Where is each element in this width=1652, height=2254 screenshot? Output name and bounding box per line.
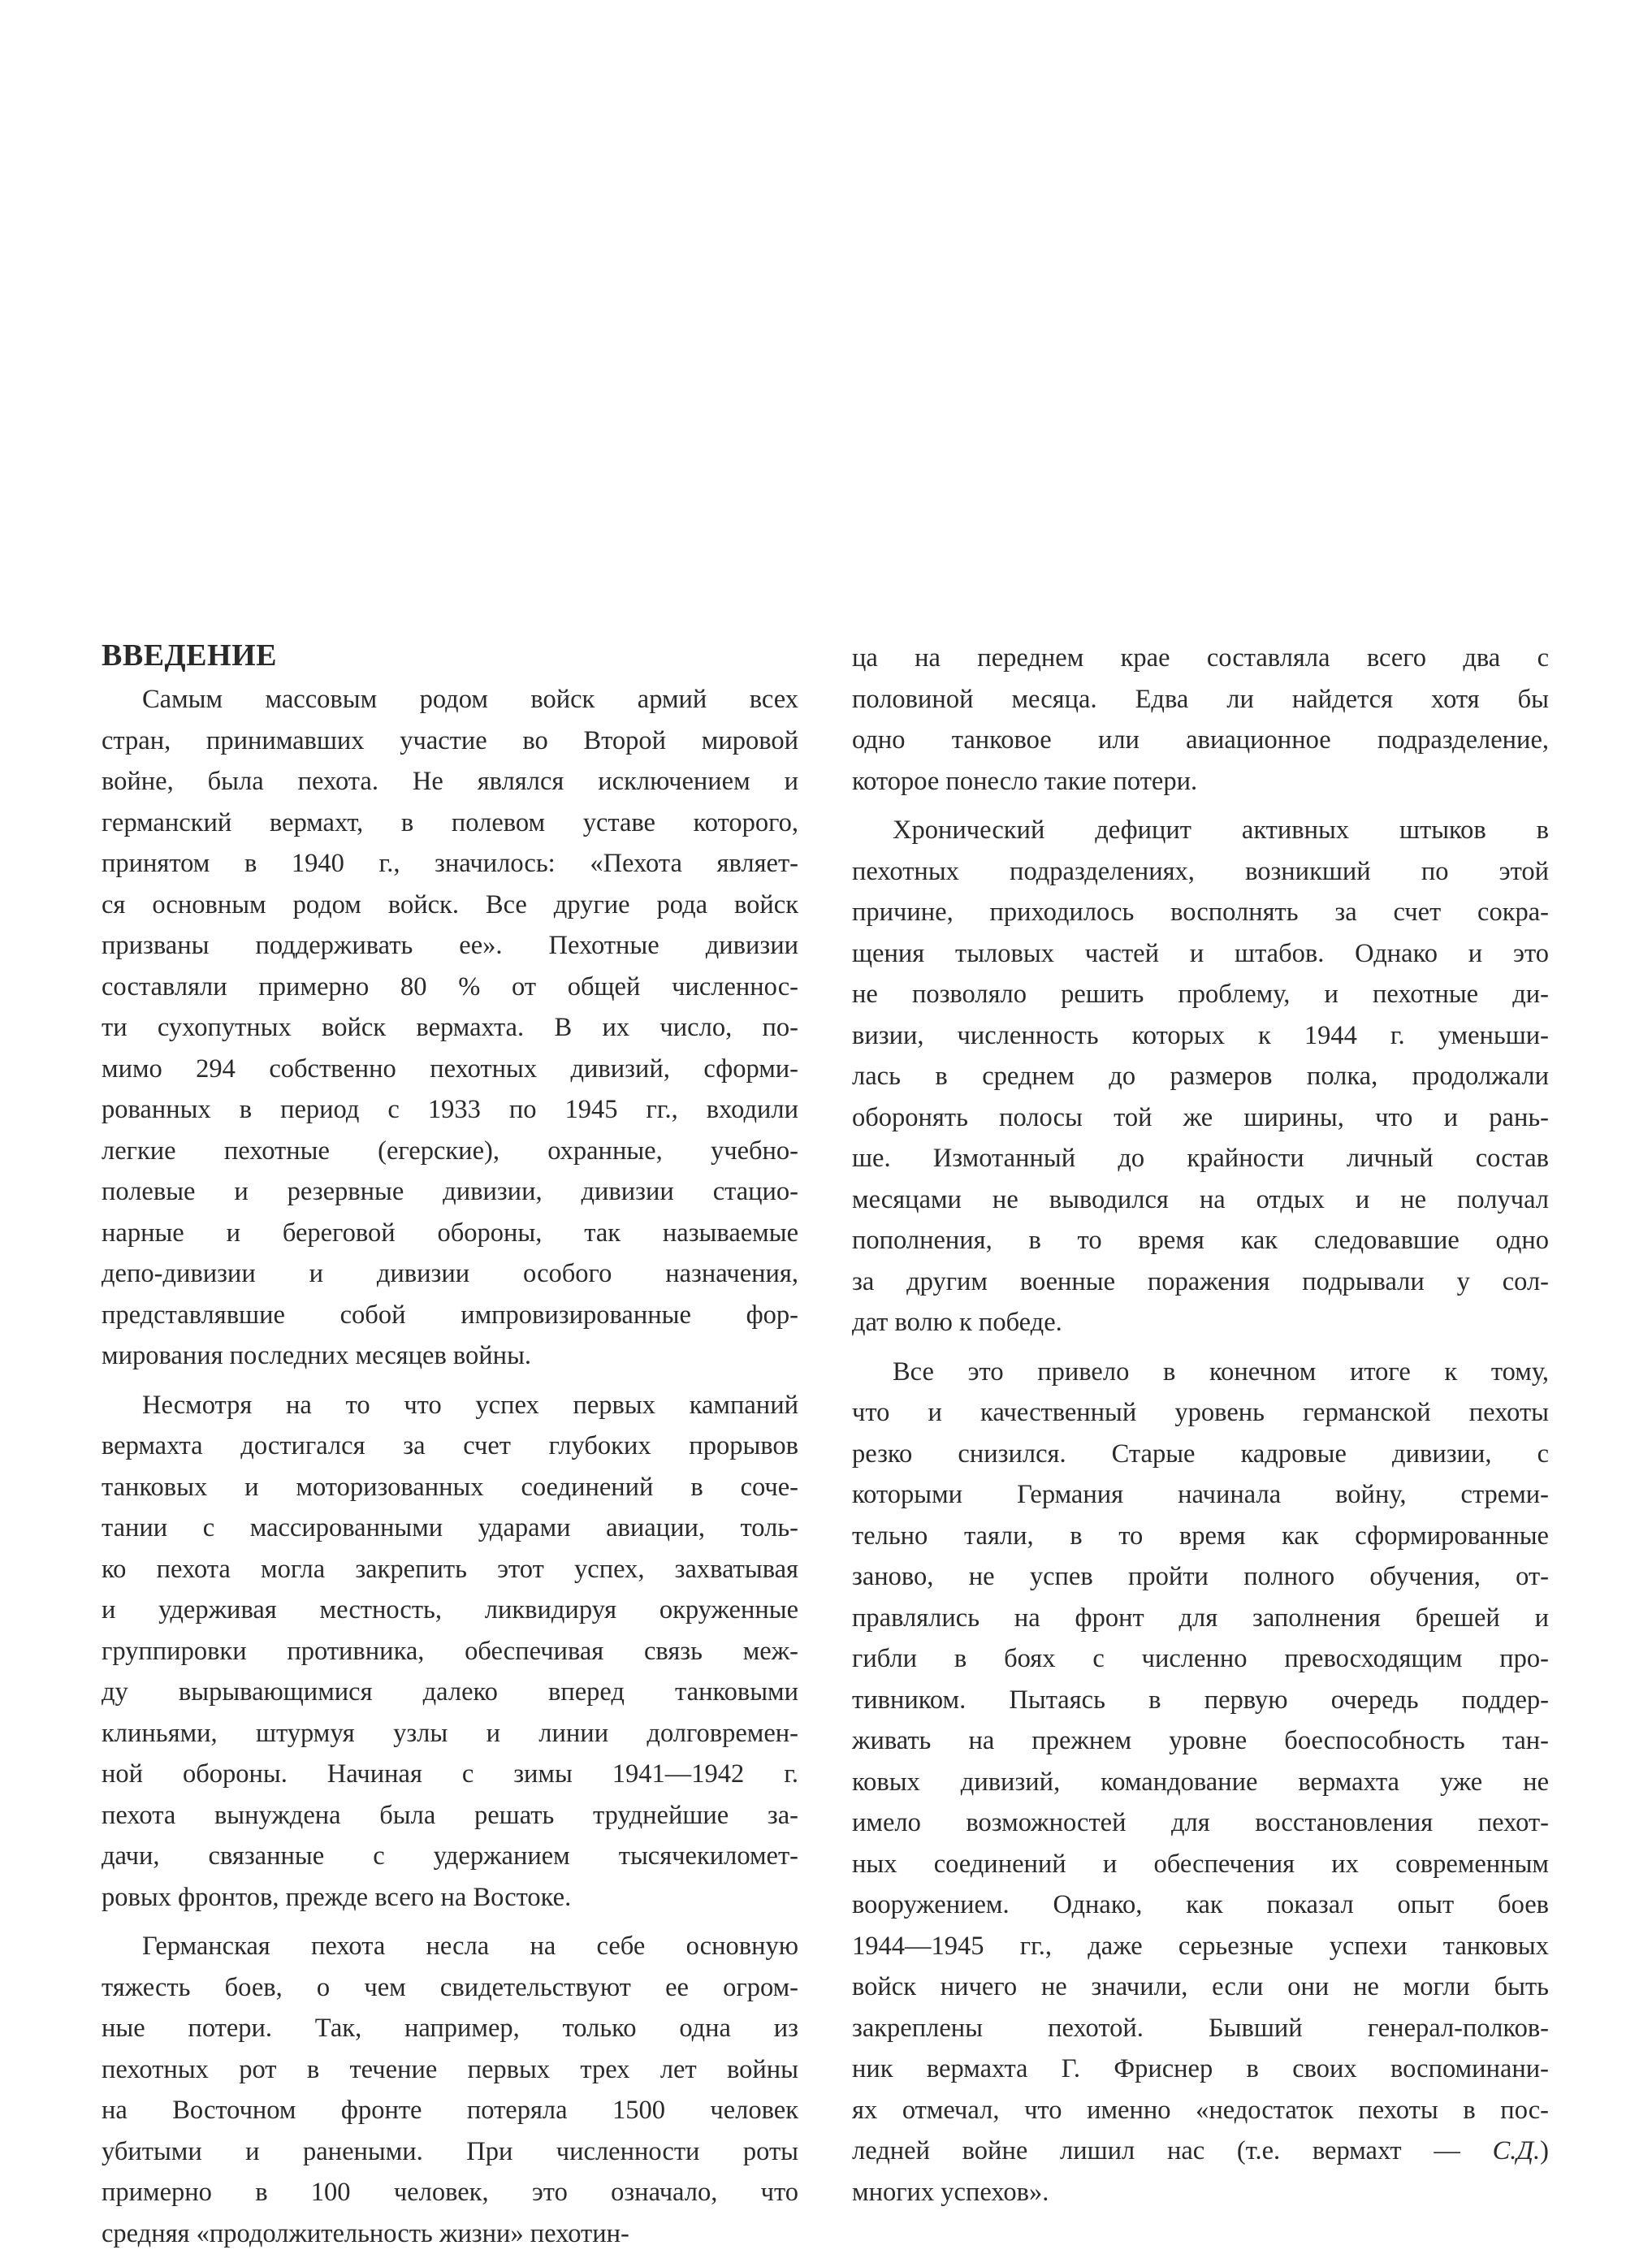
text-line: депо-дивизии и дивизии особого назначения,	[102, 1253, 798, 1295]
text-line: дат волю к победе.	[852, 1302, 1549, 1343]
text-line: клиньями, штурмуя узлы и линии долговремен-	[102, 1713, 798, 1754]
text-line: стран, принимавших участие во Второй мировой	[102, 720, 798, 762]
text-line: визии, численность которых к 1944 г. уменьши-	[852, 1015, 1549, 1057]
text-line: тании с массированными ударами авиации, толь-	[102, 1508, 798, 1549]
text-line: полевые и резервные дивизии, дивизии стацио-	[102, 1171, 798, 1213]
text-line: 1944—1945 гг., даже серьезные успехи танковых	[852, 1926, 1549, 1967]
text-line: закреплены пехотой. Бывший генерал-полков-	[852, 2008, 1549, 2049]
text-line: Хронический дефицит активных штыков в	[852, 810, 1549, 851]
text-line: призваны поддерживать ее». Пехотные дивизии	[102, 925, 798, 967]
text-line: ледней войне лишил нас (т.е. вермахт — С.Д.)	[852, 2131, 1549, 2172]
paragraph	[852, 638, 1549, 802]
text-line: тельно таяли, в то время как сформированные	[852, 1516, 1549, 1557]
text-line: многих успехов».	[852, 2172, 1549, 2213]
paragraph-gap	[852, 802, 1549, 810]
text-line: ся основным родом войск. Все другие рода войск	[102, 885, 798, 926]
text-line: правлялись на фронт для заполнения брешей и	[852, 1598, 1549, 1639]
text-line: тивником. Пытаясь в первую очередь поддер-	[852, 1680, 1549, 1721]
text-line: пополнения, в то время как следовавшие одно	[852, 1220, 1549, 1261]
text-line: войне, была пехота. Не являлся исключением и	[102, 761, 798, 803]
text-line: имело возможностей для восстановления пехот-	[852, 1802, 1549, 1844]
text-line: легкие пехотные (егерские), охранные, учебно-	[102, 1131, 798, 1172]
text-line: заново, не успев пройти полного обучения, от-	[852, 1556, 1549, 1598]
right-column	[852, 638, 1549, 2213]
text-line: ковых дивизий, командование вермахта уже не	[852, 1762, 1549, 1803]
text-line: которое понесло такие потери.	[852, 761, 1549, 803]
text-line: средняя «продолжительность жизни» пехотин-	[102, 2213, 798, 2254]
text-line: танковых и моторизованных соединений в соче-	[102, 1467, 798, 1508]
paragraph	[102, 1926, 798, 2254]
text-line: вооружением. Однако, как показал опыт боев	[852, 1884, 1549, 1926]
text-line: пехотных подразделениях, возникший по этой	[852, 851, 1549, 893]
text-line: на Восточном фронте потеряла 1500 человек	[102, 2090, 798, 2131]
text-line: причине, приходилось восполнять за счет сокра-	[852, 892, 1549, 933]
text-line: ти сухопутных войск вермахта. В их число, по-	[102, 1007, 798, 1049]
text-line: мимо 294 собственно пехотных дивизий, сформи-	[102, 1049, 798, 1090]
paragraph-gap	[102, 1918, 798, 1926]
text-line: убитыми и ранеными. При численности роты	[102, 2131, 798, 2173]
text-line: резко снизился. Старые кадровые дивизии, с	[852, 1434, 1549, 1475]
text-line: и удерживая местность, ликвидируя окруженные	[102, 1590, 798, 1631]
text-line: ных соединений и обеспечения их современным	[852, 1844, 1549, 1885]
text-line: щения тыловых частей и штабов. Однако и это	[852, 933, 1549, 975]
paragraph-gap	[852, 1343, 1549, 1352]
text-line: тяжесть боев, о чем свидетельствуют ее огром-	[102, 1967, 798, 2009]
text-line: мирования последних месяцев войны.	[102, 1335, 798, 1377]
text-line: германский вермахт, в полевом уставе которого,	[102, 803, 798, 844]
text-line: группировки противника, обеспечивая связь меж-	[102, 1631, 798, 1672]
text-line: половиной месяца. Едва ли найдется хотя бы	[852, 679, 1549, 720]
text-line: пехотных рот в течение первых трех лет войны	[102, 2049, 798, 2091]
text-line: нарные и береговой обороны, так называемые	[102, 1213, 798, 1254]
text-line: ной обороны. Начиная с зимы 1941—1942 г.	[102, 1754, 798, 1795]
text-line: оборонять полосы той же ширины, что и рань-	[852, 1097, 1549, 1139]
text-line: пехота вынуждена была решать труднейшие за-	[102, 1795, 798, 1837]
text-line: одно танковое или авиационное подразделение,	[852, 720, 1549, 761]
text-line: за другим военные поражения подрывали у сол-	[852, 1261, 1549, 1303]
paragraph-gap	[102, 1377, 798, 1385]
text-line: ду вырывающимися далеко вперед танковыми	[102, 1672, 798, 1713]
paragraph	[102, 679, 798, 1377]
text-line: ях отмечал, что именно «недостаток пехоты в пос-	[852, 2090, 1549, 2131]
text-line: что и качественный уровень германской пехоты	[852, 1392, 1549, 1434]
text-line: ровых фронтов, прежде всего на Востоке.	[102, 1877, 798, 1919]
text-line: ные потери. Так, например, только одна из	[102, 2008, 798, 2049]
text-line: которыми Германия начинала войну, стреми-	[852, 1474, 1549, 1516]
text-line: ник вермахта Г. Фриснер в своих воспоминани-	[852, 2049, 1549, 2090]
chapter-heading: ВВЕДЕНИЕ	[102, 635, 798, 677]
paragraph	[102, 1385, 798, 1919]
text-line: ше. Измотанный до крайности личный состав	[852, 1138, 1549, 1179]
text-line: лась в среднем до размеров полка, продолжали	[852, 1056, 1549, 1097]
text-line: рованных в период с 1933 по 1945 гг., входили	[102, 1089, 798, 1131]
author-initials: С.Д.	[1493, 2136, 1541, 2165]
text-line: не позволяло решить проблему, и пехотные ди-	[852, 974, 1549, 1015]
text-line: месяцами не выводился на отдых и не получал	[852, 1179, 1549, 1221]
text-line: вермахта достигался за счет глубоких прорывов	[102, 1426, 798, 1467]
text-line: Германская пехота несла на себе основную	[102, 1926, 798, 1967]
text-line: Все это привело в конечном итоге к тому,	[852, 1352, 1549, 1393]
text-line: дачи, связанные с удержанием тысячекиломет-	[102, 1836, 798, 1877]
text-line: Самым массовым родом войск армий всех	[102, 679, 798, 720]
text-line: гибли в боях с численно превосходящим про-	[852, 1638, 1549, 1680]
text-line: примерно в 100 человек, это означало, что	[102, 2172, 798, 2213]
text-line: живать на прежнем уровне боеспособность тан-	[852, 1720, 1549, 1762]
text-line: представлявшие собой импровизированные фор-	[102, 1295, 798, 1336]
text-line: Несмотря на то что успех первых кампаний	[102, 1385, 798, 1426]
text-line: составляли примерно 80 % от общей численнос-	[102, 967, 798, 1008]
left-column	[102, 635, 798, 2254]
text-line: ца на переднем крае составляла всего два с	[852, 638, 1549, 679]
text-line: войск ничего не значили, если они не могли быть	[852, 1966, 1549, 2008]
paragraph	[852, 1352, 1549, 2213]
text-line: принятом в 1940 г., значилось: «Пехота являет-	[102, 843, 798, 885]
text-line: ко пехота могла закрепить этот успех, захватывая	[102, 1549, 798, 1590]
paragraph	[852, 810, 1549, 1343]
